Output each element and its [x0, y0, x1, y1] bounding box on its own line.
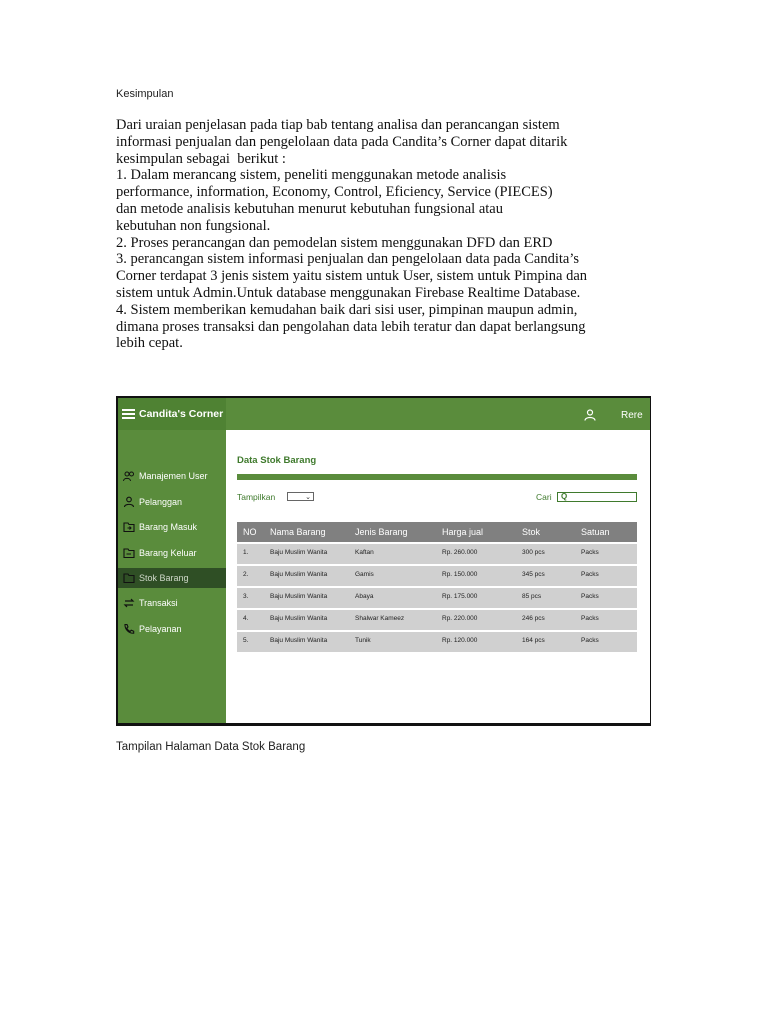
cell-harga: Rp. 120.000 [442, 637, 478, 644]
stock-table [237, 522, 637, 652]
cell-harga: Rp. 175.000 [442, 593, 478, 600]
cell-no: 5. [243, 637, 249, 644]
cell-stok: 345 pcs [522, 571, 545, 578]
cell-satuan: Packs [581, 549, 599, 556]
column-header: Harga jual [442, 527, 484, 537]
paragraph-line: kesimpulan sebagai berikut : [116, 150, 286, 167]
cell-satuan: Packs [581, 637, 599, 644]
cell-no: 2. [243, 571, 249, 578]
swap-icon [123, 597, 135, 609]
brand-name: Candita's Corner [139, 408, 224, 420]
sidebar-item-label: Stok Barang [139, 573, 189, 583]
cell-satuan: Packs [581, 571, 599, 578]
sidebar-item-label: Pelayanan [139, 624, 182, 634]
cell-nama: Baju Muslim Wanita [270, 593, 328, 600]
paragraph-line: Dari uraian penjelasan pada tiap bab tentang analisa dan perancangan sistem [116, 117, 560, 133]
user-icon[interactable] [584, 409, 596, 421]
brand-area [118, 398, 226, 430]
sidebar-item-barang-keluar[interactable] [118, 543, 226, 563]
table-row[interactable] [237, 608, 637, 630]
folder-icon [123, 572, 135, 584]
conclusion-paragraph [116, 117, 656, 352]
column-header: Stok [522, 527, 541, 537]
cell-no: 4. [243, 615, 249, 622]
paragraph-line: dimana proses transaksi dan pengolahan data lebih teratur dan dapat berlangsung [116, 318, 586, 335]
app-window [118, 398, 650, 723]
paragraph-line: 3. perancangan sistem informasi penjualan dan pengelolaan data pada Candita’s [116, 251, 580, 268]
cell-jenis: Tunik [355, 637, 371, 644]
user-name[interactable]: Rere [621, 410, 643, 421]
table-row[interactable] [237, 630, 637, 652]
page-title: Data Stok Barang [237, 455, 317, 466]
hamburger-menu-icon[interactable] [122, 409, 135, 419]
figure-caption: Tampilan Halaman Data Stok Barang [116, 741, 306, 753]
sidebar-item-stok-barang[interactable] [118, 568, 226, 588]
paragraph-line: Corner terdapat 3 jenis sistem yaitu sistem untuk User, sistem untuk Pimpina dan [116, 268, 588, 285]
column-header: Nama Barang [270, 527, 326, 537]
column-header: Satuan [581, 527, 610, 537]
folder-out-icon [123, 547, 135, 559]
tampilkan-label: Tampilkan [237, 492, 276, 502]
table-row[interactable] [237, 564, 637, 586]
cell-no: 1. [243, 549, 249, 556]
sidebar [118, 430, 226, 723]
cell-stok: 85 pcs [522, 593, 542, 600]
chevron-down-icon: ⌄ [305, 494, 311, 501]
cell-stok: 164 pcs [522, 637, 545, 644]
sidebar-item-pelanggan[interactable] [118, 492, 226, 512]
sidebar-item-label: Manajemen User [139, 471, 208, 481]
sidebar-item-barang-masuk[interactable] [118, 517, 226, 537]
sidebar-item-label: Transaksi [139, 598, 178, 608]
paragraph-line: informasi penjualan dan pengelolaan data pada Candita’s Corner dapat ditarik [116, 133, 568, 150]
paragraph-line: 1. Dalam merancang sistem, peneliti menggunakan metode analisis [116, 167, 507, 184]
document-heading: Kesimpulan [116, 88, 174, 100]
cell-stok: 300 pcs [522, 549, 545, 556]
sidebar-item-transaksi[interactable] [118, 593, 226, 613]
sidebar-item-pelayanan[interactable] [118, 619, 226, 639]
paragraph-line: 2. Proses perancangan dan pemodelan sistem menggunakan DFD dan ERD [116, 234, 553, 251]
column-header: NO [243, 527, 257, 537]
person-icon [123, 496, 135, 508]
cell-nama: Baju Muslim Wanita [270, 615, 328, 622]
cell-stok: 246 pcs [522, 615, 545, 622]
cell-harga: Rp. 260.000 [442, 549, 478, 556]
entries-select[interactable] [287, 492, 314, 501]
sidebar-item-label: Barang Keluar [139, 548, 197, 558]
cell-jenis: Shalwar Kameez [355, 615, 405, 622]
cell-jenis: Gamis [355, 571, 374, 578]
cell-no: 3. [243, 593, 249, 600]
main-content [226, 430, 650, 723]
paragraph-line: dan metode analisis kebutuhan menurut kebutuhan fungsional atau [116, 200, 503, 217]
cell-jenis: Abaya [355, 593, 374, 600]
folder-in-icon [123, 521, 135, 533]
cell-harga: Rp. 220.000 [442, 615, 478, 622]
users-icon [123, 470, 135, 482]
sidebar-item-label: Barang Masuk [139, 522, 198, 532]
cell-satuan: Packs [581, 593, 599, 600]
cell-satuan: Packs [581, 615, 599, 622]
search-input[interactable] [557, 492, 637, 502]
app-screenshot [116, 396, 651, 726]
top-bar [118, 398, 650, 430]
paragraph-line: kebutuhan non fungsional. [116, 217, 271, 234]
table-row[interactable] [237, 586, 637, 608]
table-row[interactable] [237, 542, 637, 564]
paragraph-line: 4. Sistem memberikan kemudahan baik dari sisi user, pimpinan maupun admin, [116, 301, 578, 318]
cell-nama: Baju Muslim Wanita [270, 637, 328, 644]
paragraph-line: lebih cepat. [116, 335, 183, 352]
sidebar-item-manajemen-user[interactable] [118, 466, 226, 486]
title-divider [237, 474, 637, 480]
cell-jenis: Kaftan [355, 549, 374, 556]
phone-icon [123, 623, 135, 635]
paragraph-line: performance, information, Economy, Control, Eficiency, Service (PIECES) [116, 184, 553, 201]
search-label: Cari [536, 492, 552, 502]
cell-harga: Rp. 150.000 [442, 571, 478, 578]
column-header: Jenis Barang [355, 527, 408, 537]
cell-nama: Baju Muslim Wanita [270, 549, 328, 556]
paragraph-line: sistem untuk Admin.Untuk database menggunakan Firebase Realtime Database. [116, 284, 581, 301]
search-icon: Q [561, 492, 568, 501]
cell-nama: Baju Muslim Wanita [270, 571, 328, 578]
table-header [237, 522, 637, 542]
sidebar-item-label: Pelanggan [139, 497, 183, 507]
